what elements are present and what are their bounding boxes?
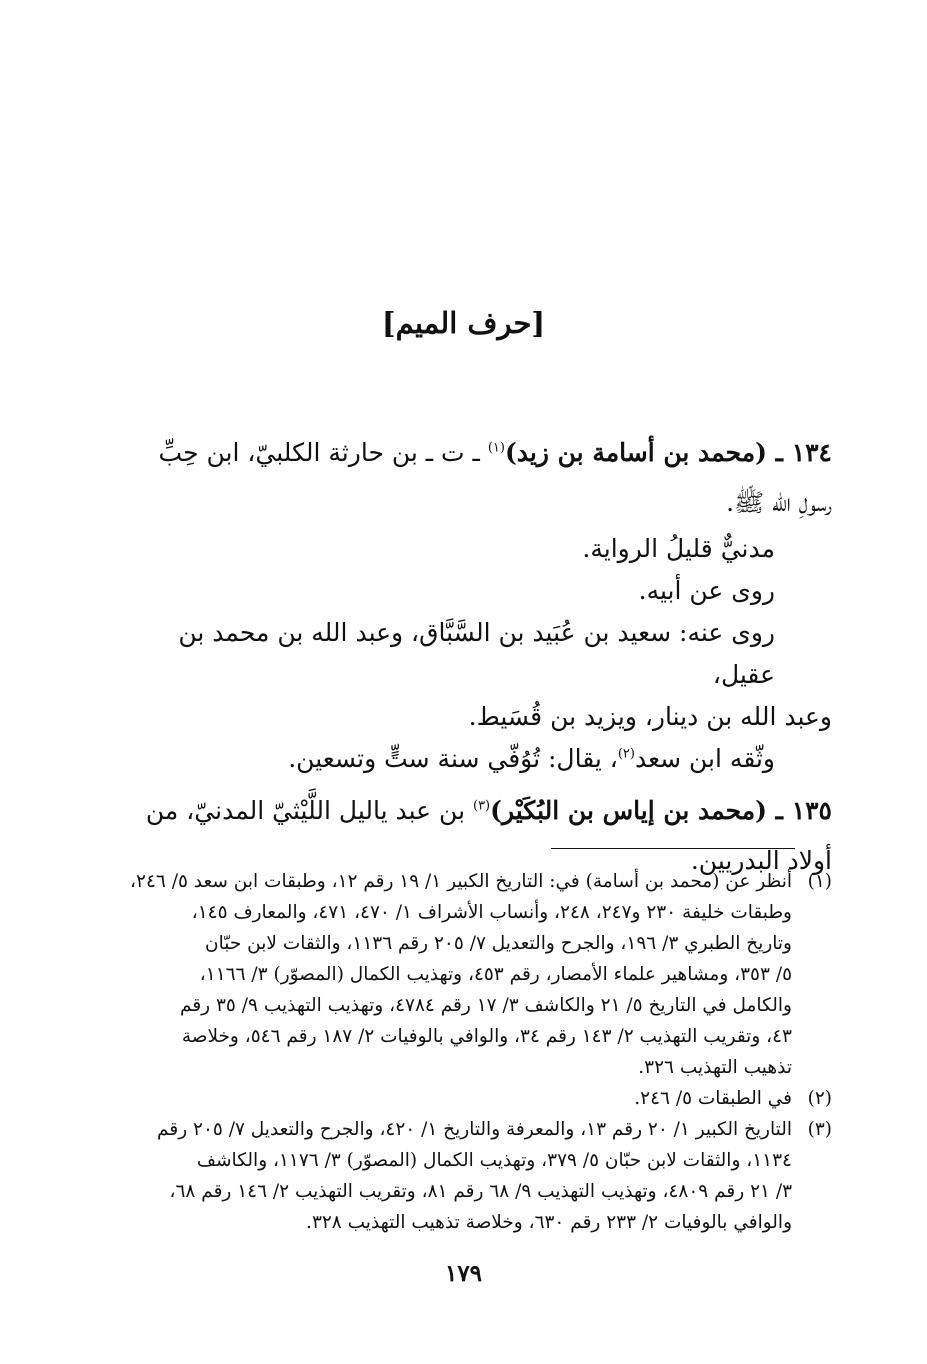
entry-134-lineage: ـ ت ـ بن حارثة الكلبيّ، ابن حِبِّ: [158, 438, 488, 467]
entry-135-name: ١٣٥ ـ (محمد بن إياس بن البُكَيْر): [490, 796, 832, 825]
entry-134-line: روى عنه: سعيد بن عُبَيد بن السَّبَّاق، وعبد الله بن محمد بن عقيل،: [178, 618, 775, 689]
footnote-line: أنظر عن (محمد بن أسامة) في: التاريخ الكبير ١/ ١٩ رقم ١٢، وطبقات ابن سعد ٥/ ٢٤٦،: [130, 871, 792, 892]
entry-134-heading: [130, 428, 832, 478]
footnote-1: [130, 866, 832, 1083]
entry-134-line-part: وثّقه ابن سعد: [634, 744, 775, 773]
page-number: ١٧٩: [444, 1260, 483, 1287]
entry-134-name: ١٣٤ ـ (محمد بن أسامة بن زيد): [504, 438, 832, 467]
footnote-line: والوافي بالوفيات ٢/ ٢٣٣ رقم ٦٣٠، وخلاصة تذهيب التهذيب ٣٢٨.: [306, 1212, 792, 1233]
entry-134-line: روى عن أبيه.: [638, 576, 775, 605]
footnote-ref-3[interactable]: (٣): [472, 798, 491, 814]
entry-134-line-part: ، يقال: تُوُفّي سنة ستٍّ وتسعين.: [288, 744, 618, 773]
footnote-2: [130, 1083, 832, 1114]
footnote-ref-1[interactable]: (١): [487, 440, 505, 456]
footnote-number: (٣): [807, 1119, 832, 1140]
footnote-line: وتاريخ الطبري ٣/ ١٩٦، والجرح والتعديل ٧/ ٢٠٥ رقم ١١٣٦، والثقات لابن حبّان: [205, 933, 792, 954]
footnote-text: [130, 866, 792, 1083]
footnote-line: ٣/ ٢١ رقم ٤٨٠٩، وتهذيب التهذيب ٩/ ٦٨ رقم ٨١، وتقريب التهذيب ٢/ ١٤٦ رقم ٦٨،: [169, 1181, 792, 1202]
footnote-3: [130, 1114, 832, 1238]
footnote-number: (١): [807, 871, 832, 892]
entry-134-line: وعبد الله بن دينار، ويزيد بن قُسَيط.: [468, 702, 832, 731]
entry-135-lineage: بن عبد ياليل اللَّيْثيّ المدنيّ، من: [145, 796, 473, 825]
footnote-line: في الطبقات ٥/ ٢٤٦.: [634, 1088, 792, 1109]
footnote-line: ٤٣، وتقريب التهذيب ٢/ ١٤٣ رقم ٣٤، والوافي بالوفيات ٢/ ١٨٧ رقم ٥٤٦، وخلاصة: [181, 1026, 792, 1047]
footnote-divider: [551, 848, 795, 849]
footnote-number: (٢): [807, 1088, 832, 1109]
footnote-text: [130, 1114, 792, 1238]
entry-134-line: [130, 738, 832, 780]
footnote-line: التاريخ الكبير ١/ ٢٠ رقم ١٣، والمعرفة والتاريخ ١/ ٤٢٠، والجرح والتعديل ٧/ ٢٠٥ رقم: [157, 1119, 792, 1140]
footnote-line: والكامل في التاريخ ٥/ ٢١ والكاشف ٣/ ١٧ رقم ٤٧٨٤، وتهذيب التهذيب ٩/ ٣٥ رقم: [180, 995, 792, 1016]
footnote-line: ١١٣٤، والثقات لابن حبّان ٥/ ٣٧٩، وتهذيب الكمال (المصوّر) ٣/ ١١٧٦، والكاشف: [196, 1150, 792, 1171]
main-text: [130, 428, 832, 886]
entry-134-heading-cont: رسولِ الله ﷺ.: [726, 488, 832, 517]
entry-135-heading-cont: أولاد البدريين.: [690, 846, 832, 875]
footnotes: [130, 866, 832, 1238]
footnote-ref-2[interactable]: (٢): [617, 746, 635, 762]
chapter-title: [حرف الميم]: [381, 306, 546, 340]
entry-134-line: مدنيٌّ قليلُ الرواية.: [582, 534, 775, 563]
footnote-line: تذهيب التهذيب ٣٢٦.: [638, 1057, 792, 1078]
footnote-line: وطبقات خليفة ٢٣٠ و٢٤٧، ٢٤٨، وأنساب الأشراف ١/ ٤٧٠، ٤٧١، والمعارف ١٤٥،: [191, 902, 792, 923]
footnote-text: [130, 1083, 792, 1114]
entry-135-heading: [130, 786, 832, 836]
footnote-line: ٥/ ٣٥٣، ومشاهير علماء الأمصار، رقم ٤٥٣، وتهذيب الكمال (المصوّر) ٣/ ١١٦٦،: [199, 964, 792, 985]
